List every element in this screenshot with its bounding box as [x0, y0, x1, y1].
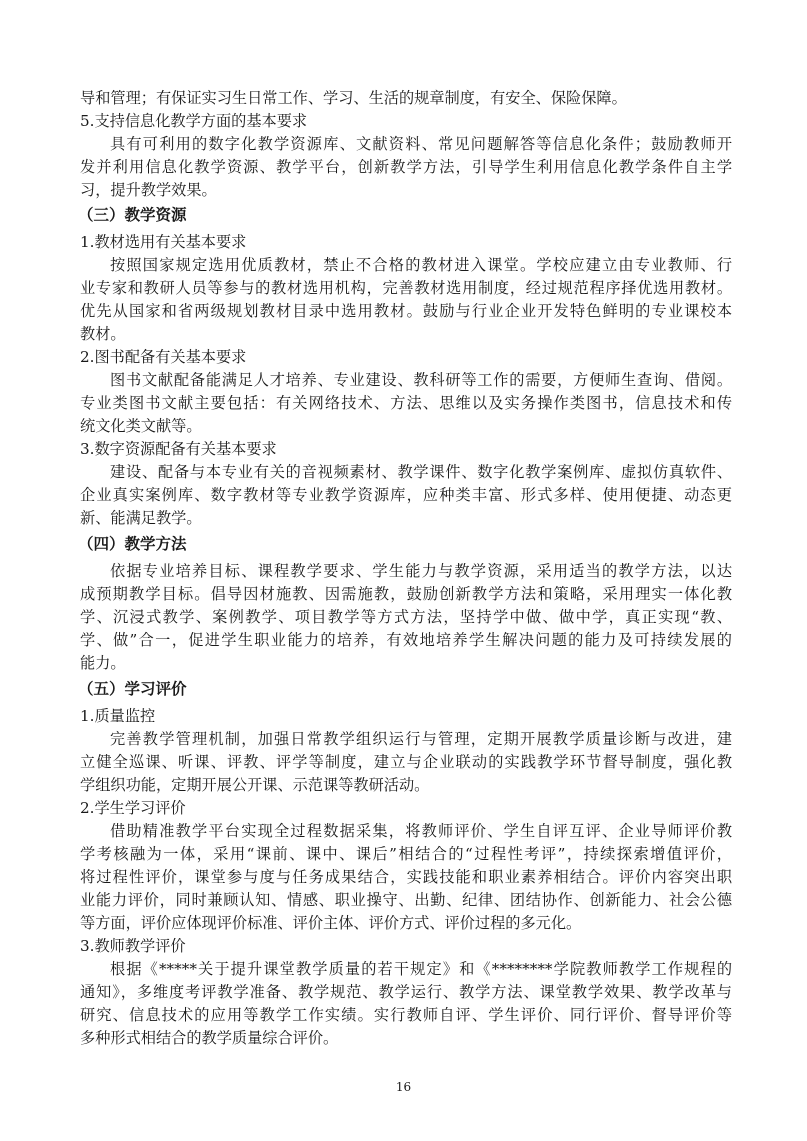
text-line: 图书文献配备能满足人才培养、专业建设、教科研等工作的需要，方便师生查询、借阅。 — [110, 371, 732, 389]
text-line: 具有可利用的数字化教学资源库、文献资料、常见问题解答等信息化条件；鼓励教师开 — [110, 135, 732, 153]
subsection-heading: 1.质量监控 — [80, 707, 156, 725]
text-line: 按照国家规定选用优质教材，禁止不合格的教材进入课堂。学校应建立由专业教师、行 — [110, 256, 732, 274]
subsection-heading: 3.教师教学评价 — [80, 937, 186, 955]
text-line: 业能力评价，同时兼顾认知、情感、职业操守、出勤、纪律、团结协作、创新能力、社会公德 — [80, 891, 732, 909]
text-line: 专业类图书文献主要包括：有关网络技术、方法、思维以及实务操作类图书，信息技术和传 — [80, 394, 732, 412]
text-line: 习，提升教学效果。 — [80, 181, 217, 199]
section-heading: （四）教学方法 — [78, 535, 187, 553]
text-line: 企业真实案例库、数字教材等专业教学资源库，应种类丰富、形式多样、使用便捷、动态更 — [80, 486, 732, 504]
text-line: 根据《*****关于提升课堂教学质量的若干规定》和《********学院教师教学工作规程的 — [110, 960, 732, 978]
text-line: 统文化类文献等。 — [80, 417, 202, 435]
text-line: 多种形式相结合的教学质量综合评价。 — [80, 1029, 339, 1047]
text-line: 学考核融为一体，采用“课前、课中、课后”相结合的“过程性考评”，持续探索增值评价， — [80, 845, 732, 863]
text-line: 借助精准教学平台实现全过程数据采集，将教师评价、学生自评互评、企业导师评价教 — [110, 822, 732, 840]
subsection-heading: 2.图书配备有关基本要求 — [80, 348, 247, 366]
text-line: 学组织功能，定期开展公开课、示范课等教研活动。 — [80, 776, 430, 794]
text-line: 教材。 — [80, 325, 126, 343]
section-heading: （三）教学资源 — [78, 206, 187, 224]
subsection-heading: 2.学生学习评价 — [80, 799, 186, 817]
subsection-heading: 1.教材选用有关基本要求 — [80, 233, 247, 251]
text-line: 能力。 — [80, 654, 126, 672]
text-line: 建设、配备与本专业有关的音视频素材、教学课件、数字化教学案例库、虚拟仿真软件、 — [110, 463, 732, 481]
subsection-heading: 3.数字资源配备有关基本要求 — [80, 440, 277, 458]
text-line: 立健全巡课、听课、评教、评学等制度，建立与企业联动的实践教学环节督导制度，强化教 — [80, 753, 732, 771]
text-line: 研究、信息技术的应用等教学工作实绩。实行教师自评、学生评价、同行评价、督导评价等 — [80, 1006, 732, 1024]
text-line: 等方面，评价应体现评价标准、评价主体、评价方式、评价过程的多元化。 — [80, 914, 582, 932]
text-line: 将过程性评价，课堂参与度与任务成果结合，实践技能和职业素养相结合。评价内容突出职 — [80, 868, 732, 886]
text-line: 依据专业培养目标、课程教学要求、学生能力与教学资源，采用适当的教学方法，以达 — [110, 562, 732, 580]
text-line: 业专家和教研人员等参与的教材选用机构，完善教材选用制度，经过规范程序择优选用教材。 — [80, 279, 732, 297]
text-line: 发并利用信息化教学资源、教学平台，创新教学方法，引导学生利用信息化教学条件自主学 — [80, 158, 732, 176]
text-line: 完善教学管理机制，加强日常教学组织运行与管理，定期开展教学质量诊断与改进，建 — [110, 730, 732, 748]
text-line: 学、沉浸式教学、案例教学、项目教学等方式方法，坚持学中做、做中学，真正实现“教、 — [80, 608, 732, 626]
subsection-heading: 5.支持信息化教学方面的基本要求 — [80, 112, 308, 130]
text-line: 导和管理；有保证实习生日常工作、学习、生活的规章制度，有安全、保险保障。 — [80, 89, 627, 107]
text-line: 通知》，多维度考评教学准备、教学规范、教学运行、教学方法、课堂教学效果、教学改革与 — [80, 983, 732, 1001]
section-heading: （五）学习评价 — [78, 680, 187, 698]
text-line: 新、能满足教学。 — [80, 509, 202, 527]
page-number: 16 — [395, 1080, 412, 1094]
text-line: 学、做”合一，促进学生职业能力的培养，有效地培养学生解决问题的能力及可持续发展的 — [80, 631, 732, 649]
text-line: 优先从国家和省两级规划教材目录中选用教材。鼓励与行业企业开发特色鲜明的专业课校本 — [80, 302, 732, 320]
text-line: 成预期教学目标。倡导因材施教、因需施教，鼓励创新教学方法和策略，采用理实一体化教 — [80, 585, 732, 603]
